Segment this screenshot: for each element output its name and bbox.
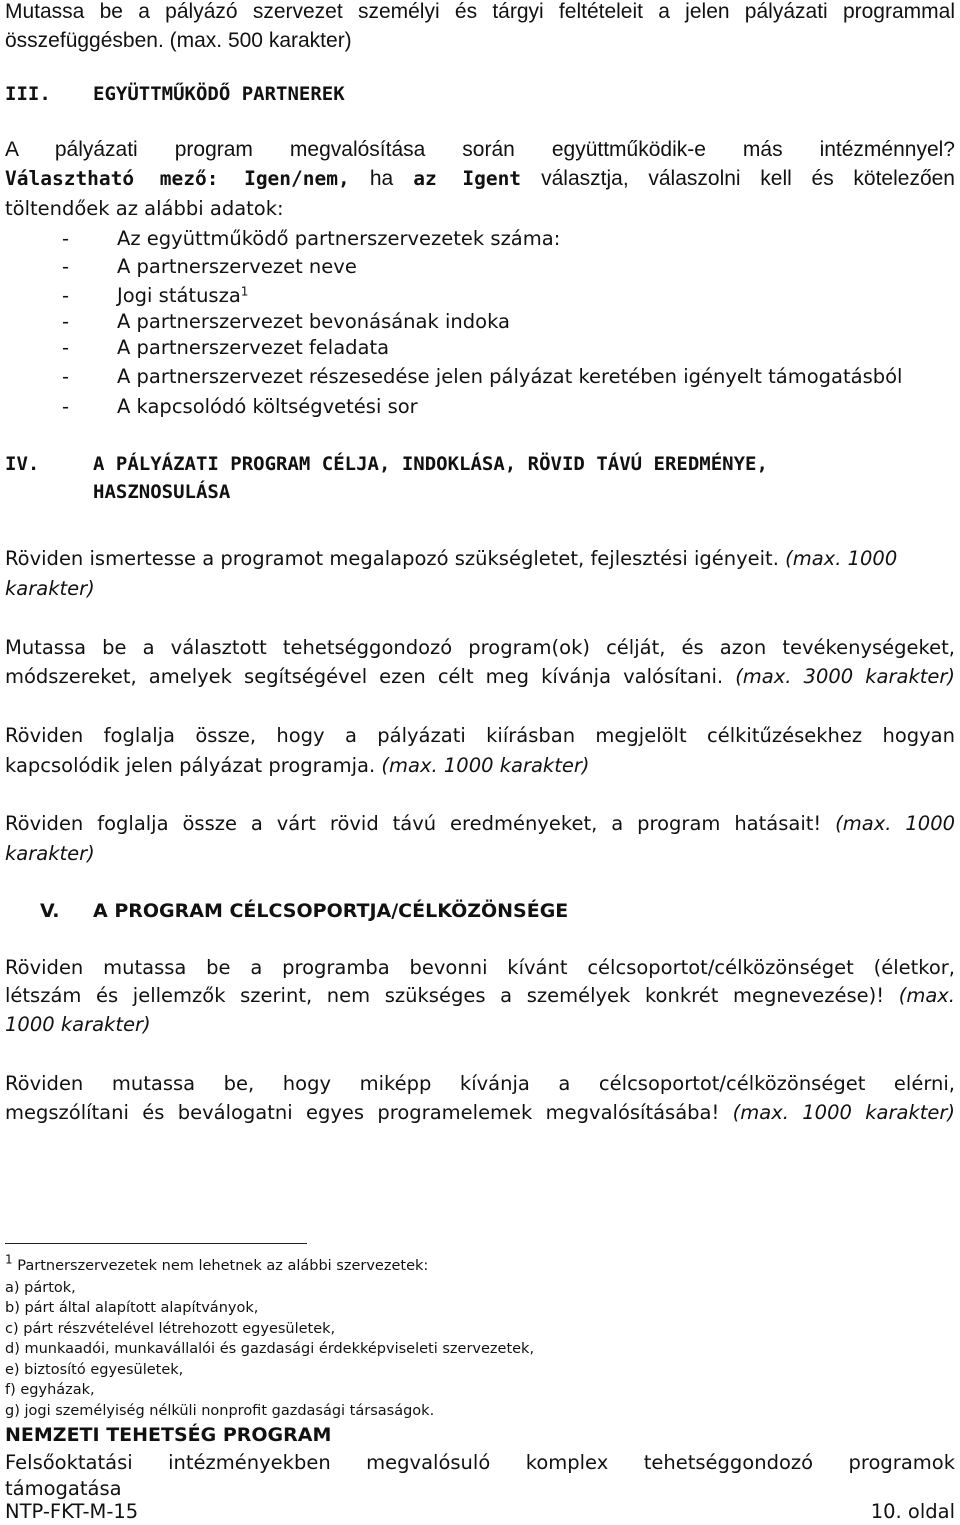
section4-p4-line1 [5,812,955,835]
p1-limit-cont: karakter) [5,577,95,600]
p4-text: Röviden foglalja össze a várt rövid távú eredményeket, a program hatásait! [5,812,822,835]
footnote-item: e) biztosító egyesületek, [5,1362,184,1378]
section3-number: III. [5,83,51,105]
p3-text: kapcsolódik jelen pályázat programja. [5,754,376,777]
choice-bold2: az Igent [413,167,522,190]
footer-subtitle-line1: Felsőoktatási intézményekben megvalósuló komplex tehetséggondozó programok [5,1451,955,1474]
list-dash: - [62,284,70,307]
list-item: A partnerszervezet feladata [117,336,390,359]
list-item: A partnerszervezet bevonásának indoka [117,310,510,333]
footnote-ref[interactable]: 1 [240,284,249,299]
list-item: A partnerszervezet részesedése jelen pályázat keretében igényelt támogatásból [117,365,903,388]
footnote-item: a) pártok, [5,1280,76,1296]
footer-page-number: 10. oldal [870,1500,955,1523]
p2-limit: (max. 3000 karakter) [735,665,956,688]
s5p2-text: megszólítani és beválogatni egyes programelemek megvalósításába! [5,1101,720,1124]
p4-limit: (max. 1000 [835,812,956,835]
section4-p2-line1: Mutassa be a választott tehetséggondozó program(ok) célját, és azon tevékenységeket, [5,636,955,659]
section5-title: A PROGRAM CÉLCSOPORTJA/CÉLKÖZÖNSÉGE [93,900,569,922]
s5p1-limit-cont: 1000 karakter) [5,1013,151,1036]
section4-p1-line1 [5,547,955,570]
footnote-intro-text: Partnerszervezetek nem lehetnek az alábbi szervezetek: [17,1258,429,1274]
footnote-separator [5,1243,307,1244]
section5-p1-line1: Röviden mutassa be a programba bevonni kívánt célcsoportot/célközönséget (életkor, [5,956,955,979]
choice-mid: ha [369,167,394,190]
section3-choice-line2: töltendőek az alábbi adatok: [5,197,284,220]
list-item: A kapcsolódó költségvetési sor [117,395,418,418]
footnote-item: b) párt által alapított alapítványok, [5,1300,259,1316]
list-dash: - [62,365,70,388]
footer-document-code: NTP-FKT-M-15 [5,1500,139,1523]
footer-program-title: NEMZETI TEHETSÉG PROGRAM [5,1424,332,1446]
section5-number: V. [40,900,60,922]
list-item: A partnerszervezet neve [117,255,357,278]
section4-title-line1: A PÁLYÁZATI PROGRAM CÉLJA, INDOKLÁSA, RÖVID TÁVÚ EREDMÉNYE, [93,453,768,475]
list-item [117,284,248,307]
s5p1-limit: (max. [898,984,956,1007]
section3-question: A pályázati program megvalósítása során együttműködik-e más intézménnyel? [5,138,955,161]
section5-p1-line3 [5,1013,955,1036]
section4-title-line2: HASZNOSULÁSA [93,481,231,503]
list-dash: - [62,255,70,278]
choice-rest: választja, válaszolni kell és kötelezően [541,167,955,190]
section4-p2-line2 [5,665,955,688]
section4-number: IV. [5,453,40,475]
footnote-item: d) munkaadói, munkavállalói és gazdasági érdekképviseleti szervezetek, [5,1341,535,1357]
list-item-text: Jogi státusza [117,284,241,307]
p1-text: Röviden ismertesse a programot megalapozó szükségletet, fejlesztési igényeit. [5,547,779,570]
section4-p3-line2 [5,754,955,777]
section4-p1-line2 [5,577,955,600]
section5-p2-line1: Röviden mutassa be, hogy miképp kívánja a célcsoportot/célközönséget elérni, [5,1072,955,1095]
footer-subtitle-line2: támogatása [5,1477,122,1500]
list-dash: - [62,395,70,418]
p3-limit: (max. 1000 karakter) [381,754,590,777]
list-item: Az együttműködő partnerszervezetek száma: [117,227,561,250]
list-dash: - [62,227,70,250]
p1-limit: (max. 1000 [785,547,898,570]
list-dash: - [62,336,70,359]
footnote-intro [5,1252,429,1274]
footnote-item: g) jogi személyiség nélküli nonprofit gazdasági társaságok. [5,1403,435,1419]
choice-label: Választható mező: Igen/nem, [5,167,350,190]
footnote-number: 1 [5,1252,13,1267]
section4-p3-line1: Röviden foglalja össze, hogy a pályázati kiírásban megjelölt célkitűzésekhez hogyan [5,724,955,747]
s5p1-text: létszám és jellemzők szerint, nem szükséges a személyek konkrét megnevezése)! [5,984,885,1007]
section5-p1-line2 [5,984,955,1007]
footnote-item: c) párt részvételével létrehozott egyesületek, [5,1321,336,1337]
section4-p4-line2 [5,842,955,865]
p2-text: módszereket, amelyek segítségével ezen célt meg kívánja valósítani. [5,665,724,688]
section3-title: EGYÜTTMŰKÖDŐ PARTNEREK [93,83,345,105]
p4-limit-cont: karakter) [5,842,95,865]
list-dash: - [62,310,70,333]
section3-choice-line [5,167,955,191]
footnote-item: f) egyházak, [5,1382,95,1398]
s5p2-limit: (max. 1000 karakter) [732,1101,956,1124]
section2-text-line1: Mutassa be a pályázó szervezet személyi és tárgyi feltételeit a jelen pályázati programmal [5,0,955,23]
section5-p2-line2 [5,1101,955,1124]
section2-text-line2: összefüggésben. (max. 500 karakter) [5,29,352,52]
